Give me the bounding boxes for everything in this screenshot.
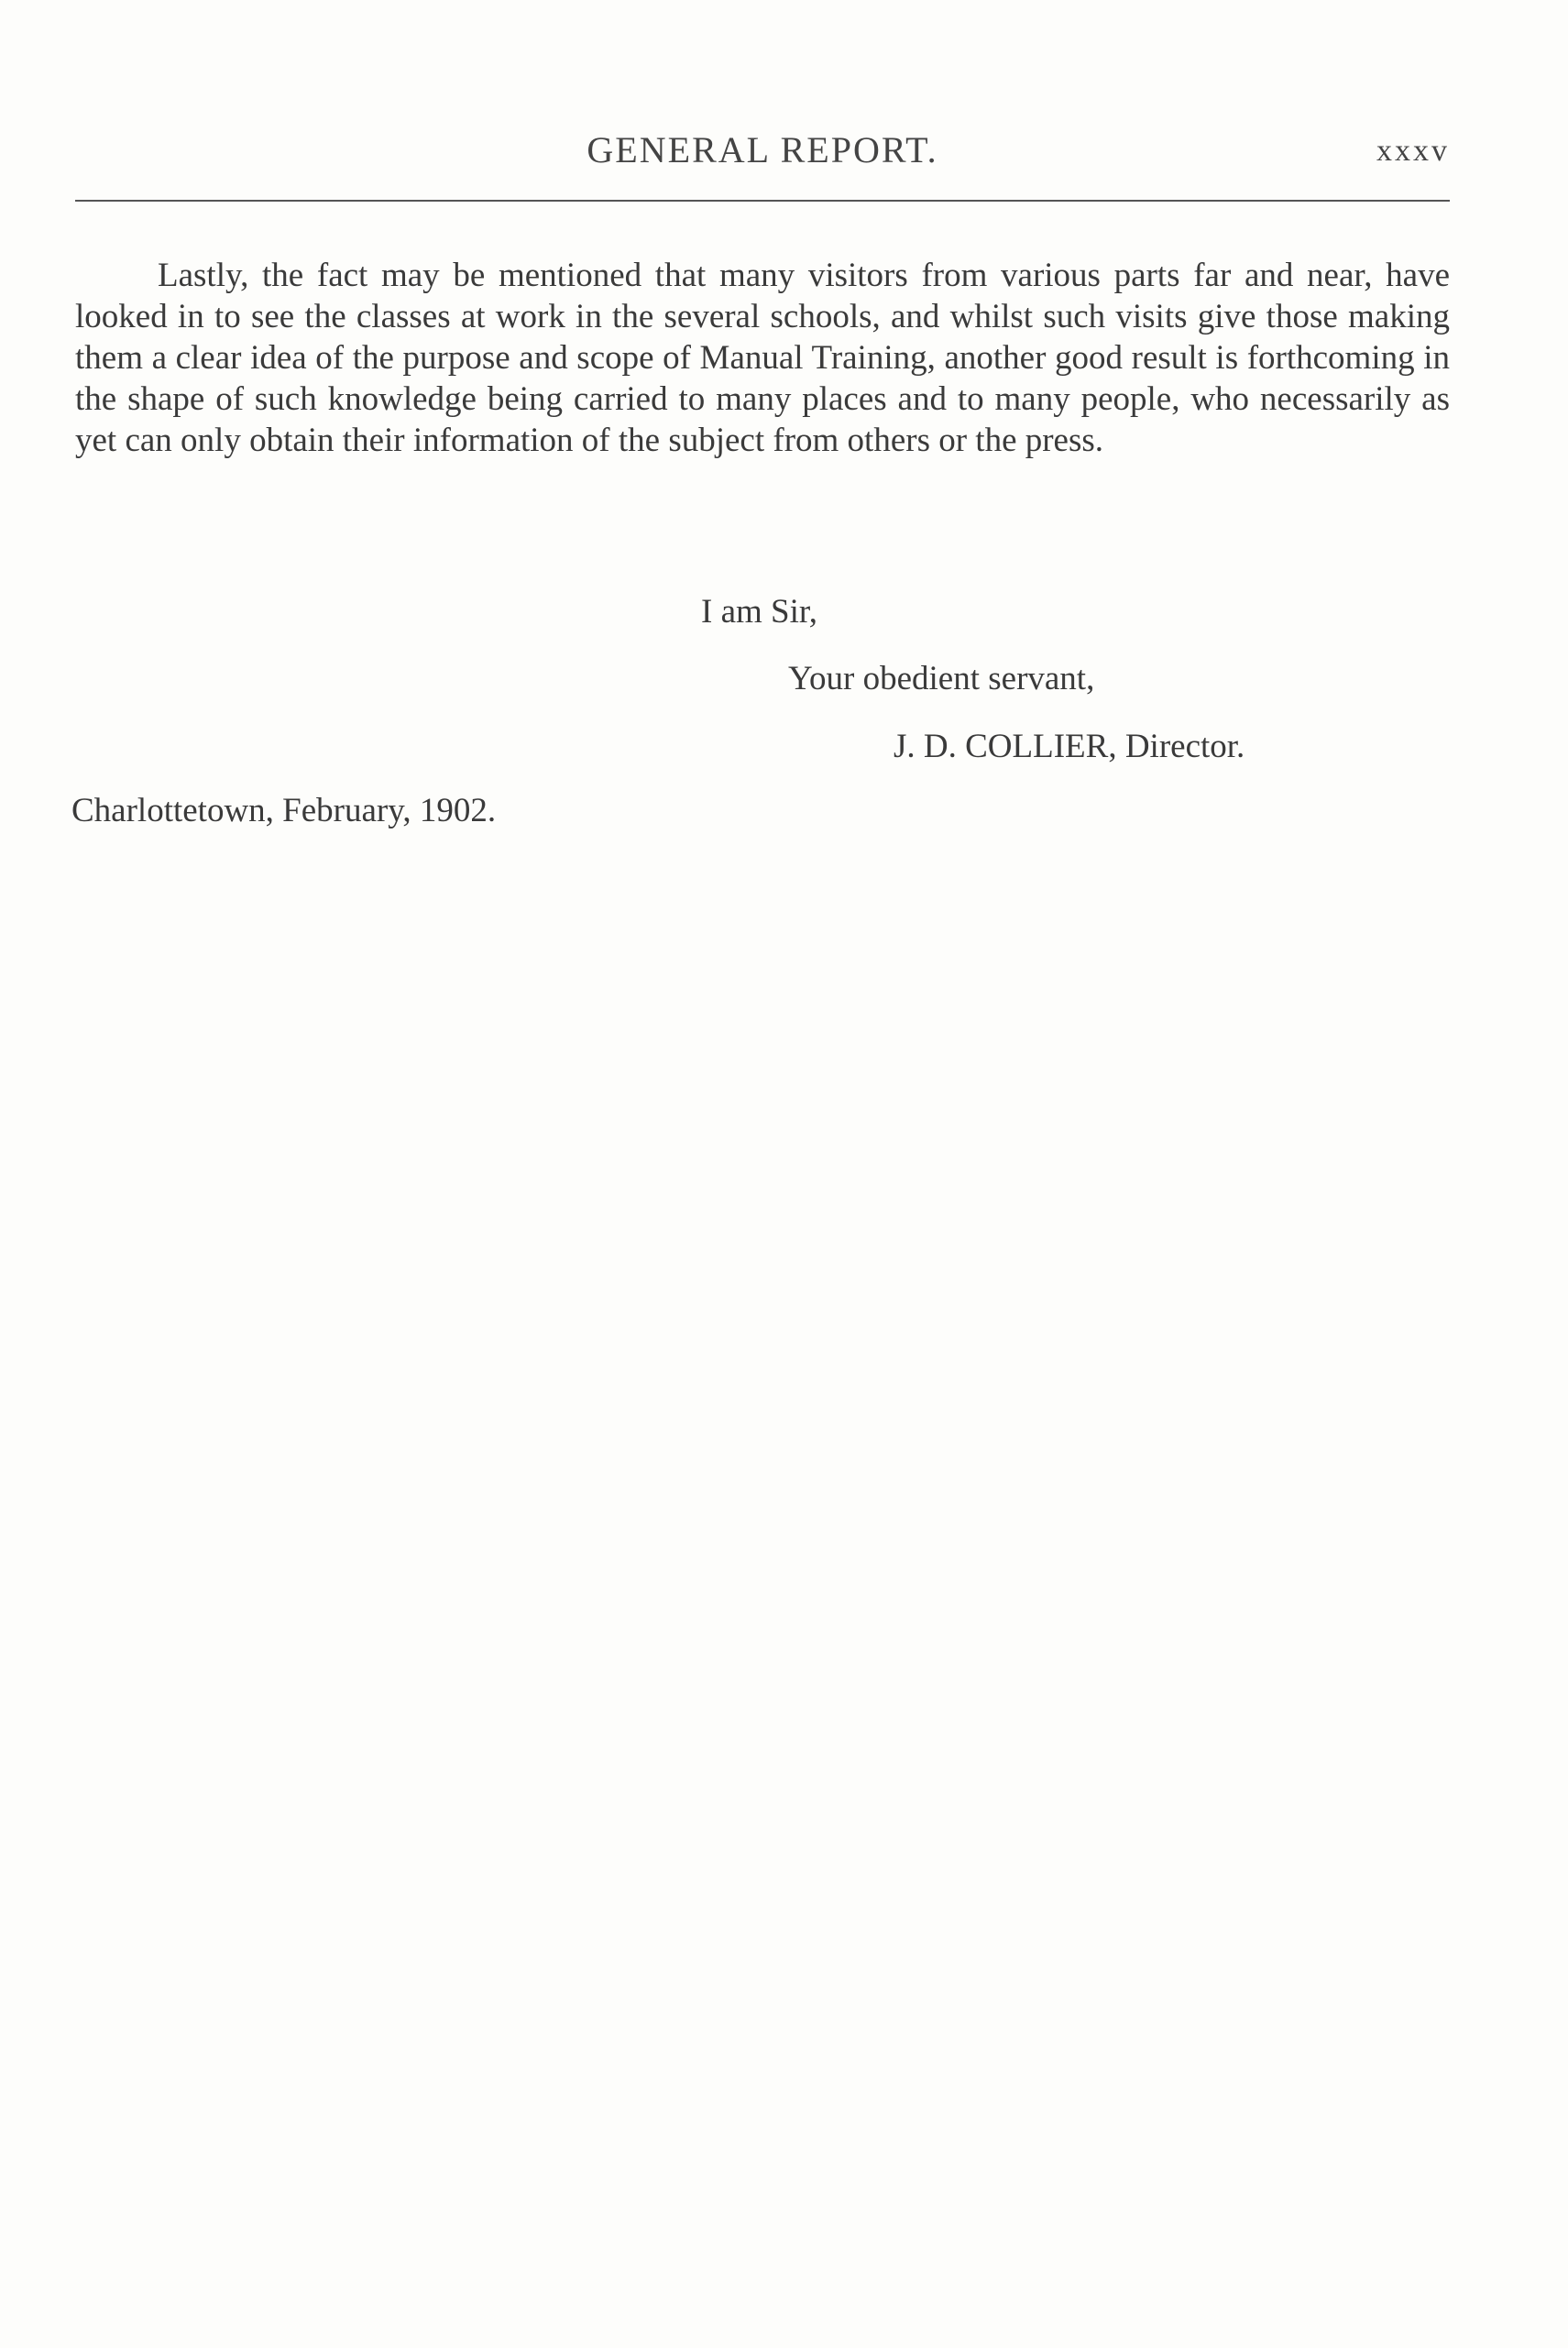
closing-signature: J. D. COLLIER, Director. (894, 728, 1245, 765)
place-date: Charlottetown, February, 1902. (71, 792, 497, 829)
closing-complimentary: Your obedient servant, (788, 660, 1095, 697)
running-head (75, 128, 1450, 183)
body-paragraph: Lastly, the fact may be mentioned that many visitors from various parts far and near, have looked in to see the classes at work in the several schools, and whilst such visits give those making them a clear idea of the purpose and scope of Manual Training, another good result is forthcoming in the shape of such knowledge being carried to many places and to many people, who necessarily as yet can only obtain their information of the subject from others or the press. (75, 257, 1450, 459)
closing-salutation: I am Sir, (701, 593, 817, 631)
page-number: xxxv (1376, 134, 1450, 168)
page-title: GENERAL REPORT. (587, 129, 938, 170)
header-rule (75, 200, 1450, 202)
